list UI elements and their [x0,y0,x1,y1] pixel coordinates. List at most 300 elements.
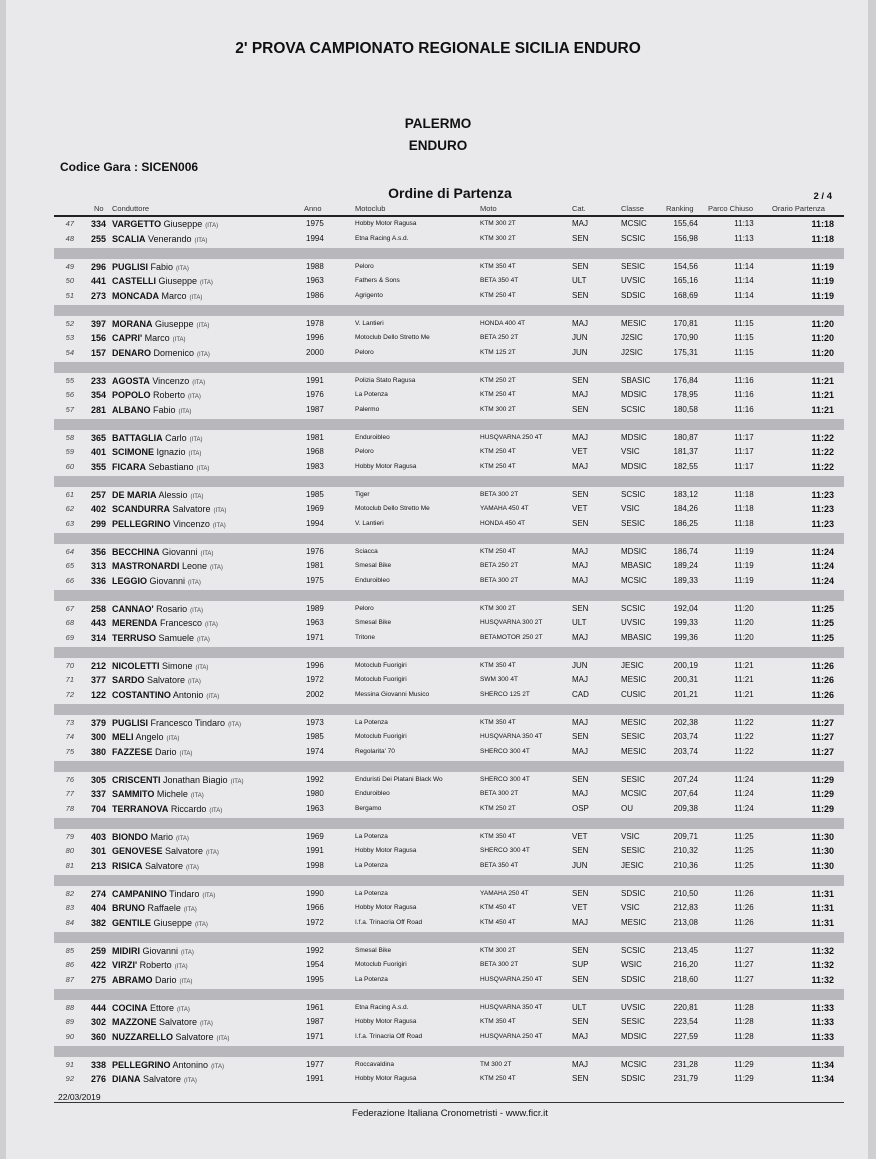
motorcycle: HUSQVARNA 250 4T [480,975,543,983]
nationality-code: (ITA) [177,1006,190,1013]
category: SEN [572,732,589,741]
driver-firstname: Leone [179,561,208,571]
nationality-code: (ITA) [228,721,241,728]
nationality-code: (ITA) [176,265,189,272]
bib-number: 704 [90,803,106,814]
motorcycle: HUSQVARNA 350 4T [480,1003,543,1011]
class: SDSIC [621,1074,646,1083]
driver-surname: PELLEGRINO [112,518,171,529]
driver-firstname: Salvatore [144,675,186,685]
motorcycle: SWM 300 4T [480,676,518,683]
table-row [0,1072,876,1087]
class: MCSIC [621,219,647,228]
driver-surname: AGOSTA [112,375,150,386]
table-row [0,517,876,532]
motoclub: Hobby Motor Ragusa [355,220,417,227]
class: MESIC [621,717,647,727]
start-time: 11:29 [811,803,834,814]
category: ULT [572,276,587,285]
row-position: 78 [65,803,74,813]
ranking: 203,74 [673,746,698,756]
ranking: 231,79 [673,1074,698,1083]
motoclub: V. Lantieri [355,319,384,327]
start-time: 11:19 [811,290,834,301]
birth-year: 1968 [306,447,324,456]
motoclub: Hobby Motor Ragusa [355,904,417,911]
class: MESIC [621,917,647,927]
start-time: 11:23 [811,489,834,500]
parco-chiuso-time: 11:27 [734,960,754,969]
motoclub: Peloro [355,604,374,612]
parco-chiuso-time: 11:14 [734,290,754,300]
bib-number: 402 [90,504,106,514]
row-position: 73 [65,717,74,727]
row-position: 55 [65,375,74,385]
parco-chiuso-time: 11:21 [734,675,754,684]
motorcycle: KTM 250 4T [480,1075,516,1082]
driver-name [112,1030,229,1047]
ranking: 199,33 [673,618,698,627]
nationality-code: (ITA) [200,280,213,286]
motorcycle: KTM 350 4T [480,661,516,669]
bib-number: 281 [90,404,106,415]
driver-firstname: Ignazio [154,447,186,457]
birth-year: 1991 [306,846,324,855]
driver-name [112,460,209,477]
bib-number: 122 [90,689,106,700]
row-position: 89 [65,1017,74,1026]
motorcycle: KTM 350 4T [480,832,516,840]
nationality-code: (ITA) [192,379,206,386]
bib-number: 397 [90,318,106,329]
motorcycle: SHERCO 300 4T [480,775,530,783]
table-row [0,502,876,517]
list-title: Ordine di Partenza [388,185,512,201]
nationality-code: (ITA) [195,664,209,671]
birth-year: 1987 [306,404,324,414]
driver-firstname: Salvatore [140,1074,182,1084]
class: MESIC [621,746,647,756]
driver-name [112,403,191,420]
row-position: 77 [65,789,74,798]
group-separator [54,305,844,316]
category: MAJ [572,746,588,756]
motorcycle: BETA 250 2T [480,562,519,569]
motorcycle: SHERCO 300 4T [480,747,530,755]
ranking: 220,81 [673,1002,698,1012]
ranking: 200,31 [673,675,698,684]
driver-firstname: Vincenzo [149,375,190,386]
nationality-code: (ITA) [190,607,204,614]
birth-year: 1994 [306,518,324,528]
motorcycle: YAMAHA 250 4T [480,889,529,897]
category: MAJ [572,561,588,570]
driver-firstname: Riccardo [168,803,207,814]
parco-chiuso-time: 11:21 [734,660,754,670]
ranking: 213,45 [673,945,698,955]
birth-year: 1975 [306,575,324,585]
motorcycle: KTM 300 2T [480,604,516,612]
parco-chiuso-time: 11:14 [734,261,754,271]
nationality-code: (ITA) [179,978,193,985]
nationality-code: (ITA) [188,579,201,586]
col-club: Motoclub [355,204,386,213]
birth-year: 1971 [306,1031,324,1041]
table-row [0,460,876,475]
parco-chiuso-time: 11:27 [734,974,754,984]
row-position: 52 [65,318,74,328]
motorcycle: HUSQVARNA 300 2T [480,619,543,626]
row-position: 48 [65,233,74,243]
birth-year: 1983 [306,461,324,471]
start-time: 11:24 [811,575,834,586]
motoclub: Peloro [355,448,374,455]
category: MAJ [572,1059,588,1069]
motoclub: Motoclub Dello Stretto Me [355,334,430,341]
table-row [0,388,876,403]
ranking: 189,33 [673,575,698,585]
motoclub: Smesal Bike [355,946,392,954]
ranking: 218,60 [673,974,698,984]
bib-number: 314 [90,632,106,643]
parco-chiuso-time: 11:24 [734,803,754,813]
category: SEN [572,290,589,300]
birth-year: 1969 [306,831,324,841]
ranking: 216,20 [673,960,698,969]
nationality-code: (ITA) [183,907,197,913]
bib-number: 422 [90,960,106,970]
driver-firstname: Mario [148,831,174,842]
row-position: 84 [65,917,74,927]
motorcycle: KTM 250 4T [480,291,516,299]
bib-number: 301 [90,846,106,856]
category: MAJ [572,917,588,927]
bib-number: 336 [90,575,106,586]
class: J2SIC [621,333,643,342]
motoclub: La Potenza [355,861,388,869]
motoclub: Messina Giovanni Musico [355,690,430,698]
bib-number: 302 [90,1017,106,1027]
ranking: 175,31 [673,347,698,357]
table-row [0,274,876,289]
bib-number: 379 [90,717,106,728]
motorcycle: BETA 350 4T [480,277,519,284]
motoclub: Tiger [355,490,370,498]
motorcycle: KTM 300 2T [480,220,516,227]
bib-number: 213 [90,860,106,871]
start-time: 11:27 [811,746,834,757]
parco-chiuso-time: 11:16 [734,390,754,399]
bib-number: 273 [90,290,106,301]
parco-chiuso-time: 11:24 [734,789,754,798]
ranking: 199,36 [673,632,698,642]
group-separator [54,533,844,544]
table-row [0,217,876,232]
table-row [0,559,876,574]
motoclub: Enduristi Dei Platani Black Wo [355,775,443,783]
driver-firstname: Salvatore [173,1031,214,1042]
driver-surname: MONCADA [112,290,159,301]
category: SEN [572,489,589,499]
nationality-code: (ITA) [184,1078,197,1084]
start-time: 11:31 [811,903,834,913]
driver-surname: CAMPANINO [112,888,167,899]
motoclub: Motoclub Dello Stretto Me [355,505,430,512]
parco-chiuso-time: 11:29 [734,1059,754,1069]
parco-chiuso-time: 11:29 [734,1074,754,1083]
driver-name [112,346,210,363]
driver-firstname: Giuseppe [152,318,194,329]
driver-firstname: Antonino [170,1059,209,1070]
table-row [0,787,876,802]
row-position: 70 [65,660,74,670]
category: MAJ [572,789,588,798]
bib-number: 365 [90,432,106,443]
start-time: 11:22 [811,447,834,457]
category: ULT [572,618,587,627]
start-time: 11:32 [811,960,834,970]
nationality-code: (ITA) [210,565,223,571]
motoclub: Etna Racing A.s.d. [355,1003,409,1011]
nationality-code: (ITA) [186,864,199,871]
motorcycle: KTM 250 2T [480,376,516,384]
category: JUN [572,333,588,342]
ranking: 170,90 [673,333,698,342]
class: MCSIC [621,575,647,585]
category: VET [572,447,588,456]
driver-name [112,973,192,990]
motorcycle: SHERCO 300 4T [480,847,530,854]
ranking: 200,19 [673,660,698,670]
bib-number: 157 [90,347,106,358]
page-number: 2 / 4 [813,191,832,202]
class: MDSIC [621,432,647,442]
driver-firstname: Carlo [162,432,187,443]
birth-year: 1991 [306,1074,324,1083]
class: UVSIC [621,276,646,285]
motoclub: Fathers & Sons [355,277,400,284]
driver-firstname: Jonathan Biagio [160,774,228,785]
motoclub: Bergamo [355,804,382,812]
driver-surname: CASTELLI [112,276,156,286]
row-position: 61 [65,489,74,499]
table-row [0,944,876,959]
row-position: 59 [65,447,74,456]
driver-firstname: Salvatore [156,1017,198,1027]
ranking: 192,04 [673,603,698,613]
parco-chiuso-time: 11:22 [734,717,754,727]
parco-chiuso-time: 11:25 [734,846,754,855]
ranking: 210,50 [673,888,698,898]
parco-chiuso-time: 11:15 [734,333,754,342]
bib-number: 275 [90,974,106,985]
table-row [0,545,876,560]
table-row [0,631,876,646]
parco-chiuso-time: 11:26 [734,917,754,927]
class: MDSIC [621,546,647,556]
nationality-code: (ITA) [196,322,210,329]
start-time: 11:20 [811,347,834,358]
nationality-code: (ITA) [230,778,244,785]
driver-surname: PUGLISI [112,261,149,272]
table-row [0,659,876,674]
col-cat: Cat. [572,204,586,213]
row-position: 69 [65,632,74,642]
parco-chiuso-time: 11:16 [734,404,754,414]
row-position: 47 [65,219,74,228]
motorcycle: HUSQVARNA 250 4T [480,1032,543,1040]
table-row [0,859,876,874]
table-row [0,844,876,859]
birth-year: 1963 [306,276,324,285]
group-separator [54,476,844,487]
start-time: 11:33 [811,1031,834,1042]
driver-surname: MAZZONE [112,1017,157,1027]
class: MCSIC [621,1059,647,1069]
group-separator [54,1046,844,1057]
parco-chiuso-time: 11:14 [734,276,754,285]
start-time: 11:23 [811,504,834,514]
nationality-code: (ITA) [202,892,216,899]
driver-name [112,859,199,876]
nationality-code: (ITA) [205,622,218,628]
class: VSIC [621,831,640,841]
motorcycle: BETA 300 2T [480,576,519,584]
bib-number: 401 [90,447,106,457]
birth-year: 1994 [306,233,324,243]
motoclub: Polizia Stato Ragusa [355,376,416,384]
category: MAJ [572,632,588,642]
birth-year: 1996 [306,660,324,670]
parco-chiuso-time: 11:22 [734,746,754,756]
driver-name [112,289,202,306]
table-row [0,973,876,988]
ranking: 180,58 [673,404,698,414]
driver-surname: GENOVESE [112,846,163,856]
category: SEN [572,603,589,613]
start-time: 11:19 [811,261,834,272]
motorcycle: BETA 350 4T [480,861,519,869]
driver-firstname: Marco [159,290,187,301]
motorcycle: KTM 450 4T [480,904,516,911]
bib-number: 337 [90,789,106,799]
class: MESIC [621,675,647,684]
birth-year: 1974 [306,746,324,756]
driver-firstname: Giuseppe [161,219,203,229]
row-position: 91 [65,1059,74,1069]
driver-surname: TERRUSO [112,632,157,643]
birth-year: 1961 [306,1002,324,1012]
nationality-code: (ITA) [197,636,210,643]
driver-surname: MASTRONARDI [112,561,180,571]
table-row [0,232,876,247]
motoclub: Peloro [355,262,374,270]
driver-name [112,232,207,249]
birth-year: 1996 [306,333,324,342]
motorcycle: KTM 300 2T [480,946,516,954]
start-time: 11:22 [811,461,834,472]
nationality-code: (ITA) [189,294,203,301]
class: J2SIC [621,347,643,357]
motoclub: Hobby Motor Ragusa [355,1018,417,1025]
nationality-code: (ITA) [176,835,189,842]
motoclub: Enduroibleo [355,576,390,584]
bib-number: 444 [90,1002,106,1013]
start-time: 11:29 [811,774,834,785]
row-position: 85 [65,945,74,955]
table-row [0,730,876,745]
motorcycle: KTM 450 4T [480,918,516,926]
nationality-code: (ITA) [172,337,186,343]
row-position: 80 [65,846,74,855]
driver-firstname: Angelo [133,732,164,742]
group-separator [54,818,844,829]
driver-surname: MELI [112,732,134,742]
birth-year: 1986 [306,290,324,300]
row-position: 57 [65,404,74,414]
category: MAJ [572,675,588,684]
row-position: 54 [65,347,74,357]
start-time: 11:26 [811,675,834,685]
start-time: 11:21 [811,375,834,386]
class: VSIC [621,447,640,456]
driver-surname: VIRZI' [112,960,138,970]
class: VSIC [621,504,640,513]
driver-firstname: Giuseppe [156,276,198,286]
category: MAJ [572,219,588,228]
bib-number: 338 [90,1059,106,1070]
ranking: 201,21 [673,689,698,699]
row-position: 86 [65,960,74,969]
nationality-code: (ITA) [200,550,214,557]
start-time: 11:21 [811,404,834,415]
nationality-code: (ITA) [188,679,201,685]
birth-year: 1995 [306,974,324,984]
driver-firstname: Dario [152,746,177,757]
birth-year: 1966 [306,903,324,912]
table-row [0,745,876,760]
start-time: 11:18 [811,233,834,244]
driver-surname: CRISCENTI [112,774,161,785]
table-row [0,916,876,931]
category: JUN [572,347,588,357]
motoclub: Roccavaldina [355,1060,395,1068]
birth-year: 1977 [306,1059,324,1069]
motorcycle: BETAMOTOR 250 2T [480,633,543,641]
driver-firstname: Antonio [170,689,204,700]
category: JUN [572,860,588,870]
nationality-code: (ITA) [166,736,180,742]
bib-number: 296 [90,261,106,272]
motoclub: Peloro [355,348,374,356]
group-separator [54,875,844,886]
start-time: 11:26 [811,689,834,700]
row-position: 68 [65,618,74,627]
category: SEN [572,888,589,898]
birth-year: 1969 [306,504,324,513]
nationality-code: (ITA) [206,693,220,700]
birth-year: 1973 [306,717,324,727]
motoclub: Agrigento [355,291,383,299]
class: SCSIC [621,945,646,955]
table-row [0,688,876,703]
ranking: 176,84 [673,375,698,385]
table-row [0,716,876,731]
start-time: 11:24 [811,561,834,571]
driver-surname: SAMMITO [112,789,155,799]
birth-year: 1975 [306,219,324,228]
bib-number: 305 [90,774,106,785]
